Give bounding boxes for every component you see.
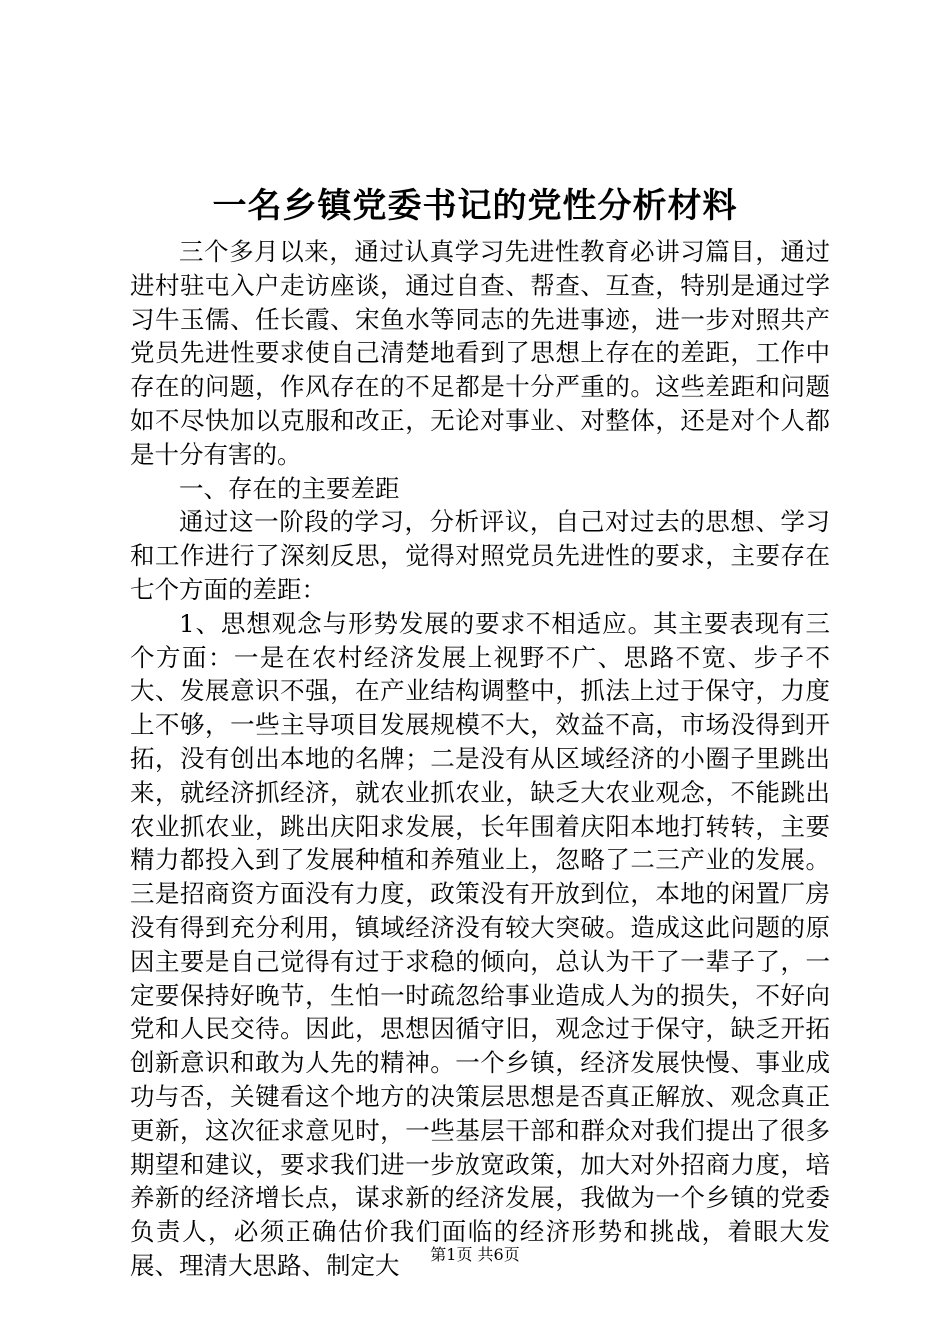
section-heading: 一、存在的主要差距 (179, 473, 400, 503)
page-number-footer: 第1页 共6页 (430, 1245, 520, 1264)
document-body (130, 235, 830, 1283)
intro-paragraph: 三个多月以来，通过认真学习先进性教育必讲习篇目，通过进村驻屯入户走访座谈，通过自查、帮查、互查，特别是通过学习牛玉儒、任长霞、宋鱼水等同志的先进事迹，进一步对照共产党员先进性要求使自己清楚地看到了思想上存在的差距，工作中存在的问题，作风存在的不足都是十分严重的。这些差距和问题如不尽快加以克服和改正，无论对事业、对整体，还是对个人都是十分有害的。 (130, 237, 830, 469)
document-title: 一名乡镇党委书记的党性分析材料 (212, 186, 738, 226)
point-one-paragraph: 1、思想观念与形势发展的要求不相适应。其主要表现有三个方面：一是在农村经济发展上视野不广、思路不宽、步子不大、发展意识不强，在产业结构调整中，抓法上过于保守，力度上不够，一些主导项目发展规模不大，效益不高，市场没得到开拓，没有创出本地的名牌；二是没有从区域经济的小圈子里跳出来，就经济抓经济，就农业抓农业，缺乏大农业观念，不能跳出农业抓农业，跳出庆阳求发展，长年围着庆阳本地打转转，主要精力都投入到了发展种植和养殖业上，忽略了二三产业的发展。三是招商资方面没有力度，政策没有开放到位，本地的闲置厂房没有得到充分利用，镇域经济没有较大突破。造成这此问题的原因主要是自己觉得有过于求稳的倾向，总认为干了一辈子了，一定要保持好晚节，生怕一时疏忽给事业造成人为的损失，不好向党和人民交待。因此，思想因循守旧，观念过于保守，缺乏开拓创新意识和敢为人先的精神。一个乡镇，经济发展快慢、事业成功与否，关键看这个地方的决策层思想是否真正解放、观念真正更新，这次征求意见时，一些基层干部和群众对我们提出了很多期望和建议，要求我们进一步放宽政策，加大对外招商力度，培养新的经济增长点，谋求新的经济发展，我做为一个乡镇的党委负责人，必须正确估价我们面临的经济形势和挑战，着眼大发展、理清大思路、制定大 (130, 608, 830, 1280)
section-intro-paragraph: 通过这一阶段的学习，分析评议，自己对过去的思想、学习和工作进行了深刻反思，觉得对照党员先进性的要求，主要存在七个方面的差距： (130, 507, 830, 604)
